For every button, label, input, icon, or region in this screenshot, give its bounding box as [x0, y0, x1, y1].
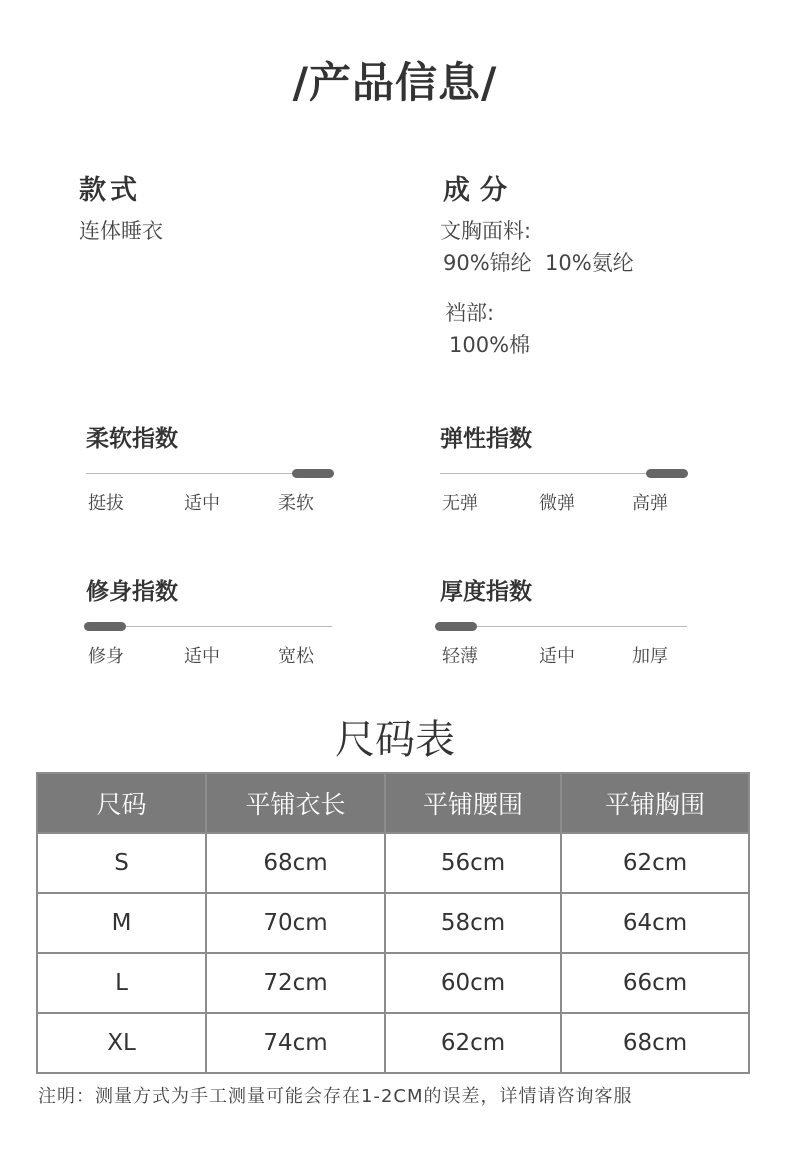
- size-cell: S: [37, 833, 206, 893]
- size-cell: XL: [37, 1013, 206, 1073]
- chest-cell: 66cm: [561, 953, 749, 1013]
- page-title: /产品信息/: [292, 58, 498, 107]
- fit-label-low: 修身: [88, 646, 124, 667]
- elasticity-index-title: 弹性指数: [440, 426, 532, 452]
- bra-fabric-value: 90%锦纶 10%氨纶: [443, 251, 634, 275]
- waist-cell: 56cm: [385, 833, 561, 893]
- size-cell: M: [37, 893, 206, 953]
- softness-index-scale: [86, 466, 334, 480]
- elasticity-label-high: 高弹: [632, 493, 668, 514]
- softness-label-low: 挺拔: [88, 493, 124, 514]
- composition-heading: 成分: [443, 175, 517, 206]
- size-chart-title: 尺码表: [335, 717, 455, 763]
- table-row: [37, 1013, 749, 1073]
- elasticity-index-scale: [440, 466, 688, 480]
- elasticity-label-low: 无弹: [442, 493, 478, 514]
- bra-fabric-label: 文胸面料:: [440, 219, 532, 243]
- chest-cell: 68cm: [561, 1013, 749, 1073]
- header-size: 尺码: [37, 773, 206, 833]
- length-cell: 70cm: [206, 893, 385, 953]
- table-row: [37, 833, 749, 893]
- measurement-note: 注明：测量方式为手工测量可能会存在1-2CM的误差，详情请咨询客服: [38, 1086, 633, 1107]
- table-row: [37, 893, 749, 953]
- header-chest: 平铺胸围: [561, 773, 749, 833]
- table-row: [37, 953, 749, 1013]
- thickness-label-mid: 适中: [539, 646, 575, 667]
- style-value: 连体睡衣: [79, 219, 163, 243]
- waist-cell: 58cm: [385, 893, 561, 953]
- size-table: [36, 772, 750, 1074]
- fit-label-mid: 适中: [184, 646, 220, 667]
- waist-cell: 62cm: [385, 1013, 561, 1073]
- thickness-label-low: 轻薄: [442, 646, 478, 667]
- header-waist: 平铺腰围: [385, 773, 561, 833]
- size-cell: L: [37, 953, 206, 1013]
- length-cell: 68cm: [206, 833, 385, 893]
- chest-cell: 64cm: [561, 893, 749, 953]
- length-cell: 74cm: [206, 1013, 385, 1073]
- crotch-value: 100%棉: [449, 333, 531, 357]
- softness-label-mid: 适中: [184, 493, 220, 514]
- softness-index-title: 柔软指数: [86, 426, 178, 452]
- length-cell: 72cm: [206, 953, 385, 1013]
- style-heading: 款式: [79, 175, 141, 206]
- fit-index-title: 修身指数: [86, 579, 178, 605]
- thickness-knob: [435, 622, 477, 631]
- waist-cell: 60cm: [385, 953, 561, 1013]
- thickness-label-high: 加厚: [632, 646, 668, 667]
- softness-knob: [292, 469, 334, 478]
- elasticity-knob: [646, 469, 688, 478]
- size-table-header-row: [37, 773, 749, 833]
- chest-cell: 62cm: [561, 833, 749, 893]
- fit-knob: [84, 622, 126, 631]
- fit-index-scale: [84, 619, 332, 633]
- fit-label-high: 宽松: [278, 646, 314, 667]
- elasticity-label-mid: 微弹: [539, 493, 575, 514]
- thickness-index-title: 厚度指数: [440, 579, 532, 605]
- softness-label-high: 柔软: [278, 493, 314, 514]
- crotch-label: 裆部:: [445, 301, 495, 325]
- thickness-index-scale: [435, 619, 687, 633]
- header-length: 平铺衣长: [206, 773, 385, 833]
